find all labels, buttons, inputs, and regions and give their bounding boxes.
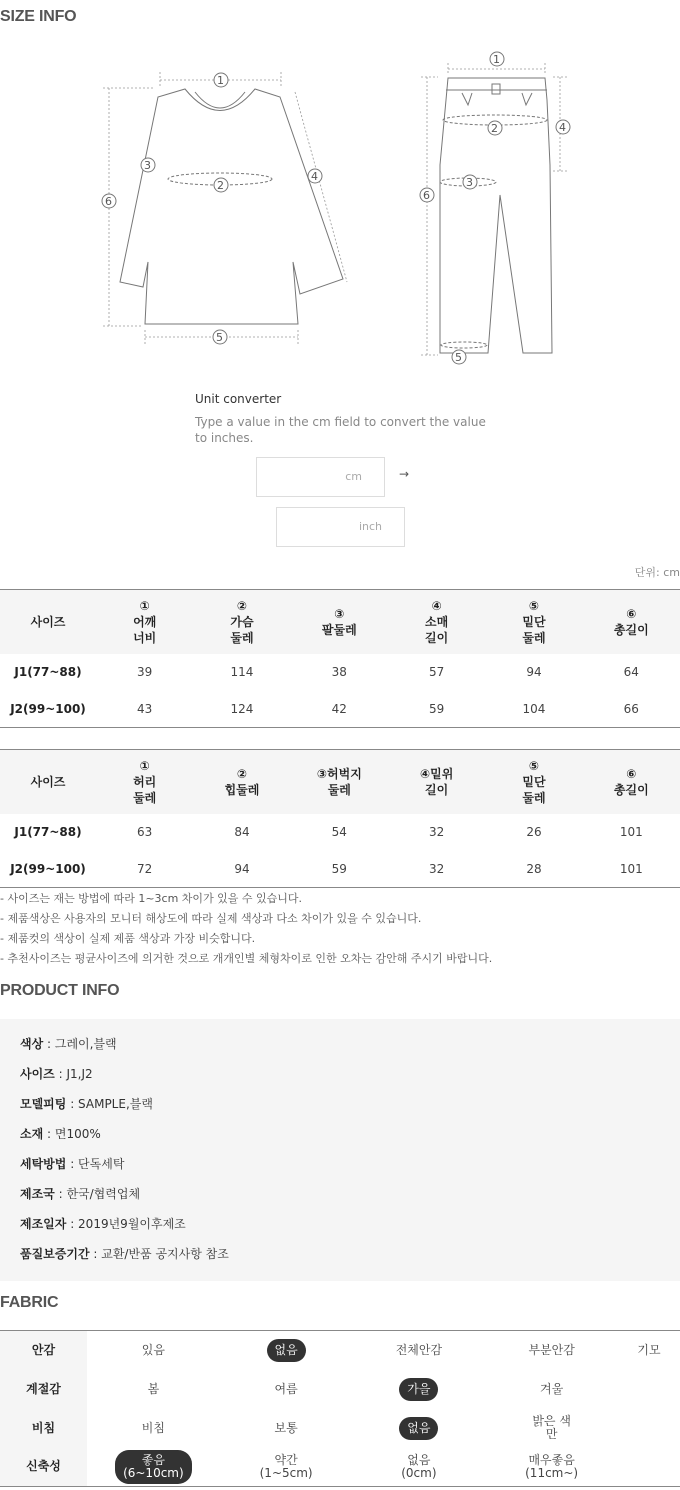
column-header [388, 750, 485, 814]
converter-title: Unit converter [195, 392, 282, 406]
column-header-line: 밑단 [522, 614, 546, 629]
top-size-table [0, 589, 680, 728]
product-info-row [20, 1033, 680, 1063]
product-info-value: : 2019년9월이후제조 [66, 1217, 186, 1231]
fabric-option-selected: 가을 [399, 1378, 438, 1401]
column-header [96, 590, 193, 654]
fabric-option: 기모 [637, 1342, 661, 1357]
product-info-label: 사이즈 [20, 1067, 55, 1081]
diagram-number-4: 4 [559, 121, 566, 134]
fabric-label: 신축성 [0, 1448, 87, 1487]
fabric-option-cell [220, 1409, 353, 1448]
column-header-line: ③허벅지 [316, 766, 362, 781]
diagram-number-1: 1 [493, 53, 500, 66]
fabric-label: 계절감 [0, 1370, 87, 1409]
product-info-row [20, 1243, 680, 1273]
product-info-value: : 한국/협력업체 [54, 1187, 141, 1201]
column-header [193, 590, 290, 654]
column-header [96, 750, 193, 814]
column-header [0, 590, 96, 654]
fabric-title: FABRIC [0, 1294, 59, 1311]
fabric-option-cell [618, 1370, 680, 1409]
size-notes [0, 889, 492, 969]
fabric-option-cell [485, 1409, 618, 1448]
fabric-option-cell [485, 1448, 618, 1487]
fabric-option: 비침 [141, 1420, 165, 1435]
table-cell: 59 [331, 861, 347, 876]
fabric-option-cell [220, 1331, 353, 1370]
note-line: - 사이즈는 재는 방법에 따라 1~3cm 차이가 있을 수 있습니다. [0, 892, 303, 905]
fabric-option: 전체안감 [395, 1342, 443, 1357]
product-info-row [20, 1183, 680, 1213]
cm-input[interactable]: cm [256, 457, 385, 497]
diagram-number-3: 3 [466, 176, 473, 189]
column-header-line: 총길이 [613, 622, 649, 637]
column-header-line: 너비 [133, 630, 157, 645]
table-cell: 84 [234, 825, 250, 839]
column-header-line: 어깨 [133, 614, 157, 629]
table-cell: 43 [137, 701, 153, 716]
column-header [193, 750, 290, 814]
table-cell: 104 [522, 701, 546, 716]
fabric-option: 여름 [274, 1381, 298, 1396]
product-info-row [20, 1123, 680, 1153]
table-cell: 94 [526, 665, 542, 679]
fabric-row [0, 1448, 680, 1487]
table-row [0, 691, 680, 728]
product-info-row [20, 1213, 680, 1243]
diagram-number-2: 2 [491, 122, 498, 135]
table-cell: 72 [137, 861, 153, 876]
fabric-option: 밝은 색 만 [532, 1414, 571, 1441]
column-header-line: ③ [334, 606, 345, 621]
fabric-option-cell [618, 1331, 680, 1370]
column-header-line: 허리 [133, 774, 157, 789]
column-header-line: ④ [431, 598, 442, 613]
product-info-row [20, 1063, 680, 1093]
fabric-option: 겨울 [540, 1381, 564, 1396]
table-cell: 101 [619, 825, 643, 839]
column-header [0, 750, 96, 814]
table-cell: 32 [429, 825, 445, 839]
column-header [583, 590, 680, 654]
fabric-row [0, 1331, 680, 1370]
table-cell: 54 [331, 825, 347, 839]
fabric-option-cell [220, 1370, 353, 1409]
product-info-value: : 단독세탁 [66, 1157, 125, 1171]
unit-label: 단위: cm [634, 566, 680, 579]
column-header-line: ② [236, 766, 248, 781]
column-header-line: ⑤ [528, 758, 540, 773]
column-header-line: 둘레 [522, 790, 546, 805]
column-header [485, 750, 582, 814]
fabric-option-cell [353, 1409, 486, 1448]
product-info-value: : J1,J2 [54, 1067, 93, 1081]
table-cell: 101 [619, 861, 643, 876]
table-row [0, 654, 680, 691]
product-info-value: : 그레이,블랙 [43, 1037, 117, 1051]
fabric-option-cell [87, 1409, 220, 1448]
table-cell: 28 [526, 861, 542, 876]
column-header-line: ⑤ [528, 598, 540, 613]
product-info-label: 세탁방법 [20, 1157, 67, 1171]
fabric-option-cell [485, 1370, 618, 1409]
fabric-option: 없음 (0cm) [401, 1452, 437, 1480]
fabric-option: 약간 (1~5cm) [259, 1452, 313, 1480]
fabric-option-cell [618, 1409, 680, 1448]
column-header [583, 750, 680, 814]
diagram-number-5: 5 [455, 351, 462, 364]
bottom-size-table [0, 749, 680, 888]
diagram-number-4: 4 [311, 170, 318, 183]
size-info-title: SIZE INFO [0, 8, 77, 25]
fabric-option-cell [87, 1331, 220, 1370]
product-info-label: 제조일자 [20, 1217, 67, 1231]
table-cell: 66 [623, 701, 639, 716]
column-header-line: 길이 [425, 630, 449, 645]
column-header-line: ⑥ [626, 766, 637, 781]
size-label: J1(77~88) [14, 825, 82, 839]
note-line: - 추천사이즈는 평균사이즈에 의거한 것으로 개개인별 체형차이로 인한 오차는 감안해 주시기 바랍니다. [0, 952, 493, 965]
column-header-line: ① [139, 758, 150, 773]
pants-diagram [410, 45, 580, 370]
product-info-row [20, 1153, 680, 1183]
size-label: J2(99~100) [10, 701, 86, 716]
column-header-line: ⑥ [626, 606, 637, 621]
table-cell: 42 [331, 701, 347, 716]
product-info-row [20, 1093, 680, 1123]
column-header-line: ② [236, 598, 248, 613]
column-header-line: ① [139, 598, 150, 613]
table-cell: 38 [331, 665, 347, 679]
column-header [388, 590, 485, 654]
table-row [0, 851, 680, 888]
product-info-panel [0, 1019, 680, 1281]
product-info-label: 모델피팅 [20, 1097, 67, 1111]
table-cell: 64 [623, 665, 639, 679]
product-info-label: 색상 [20, 1037, 44, 1051]
fabric-option-cell [353, 1448, 486, 1487]
fabric-option-selected: 없음 [399, 1417, 438, 1440]
product-info-value: : 교환/반품 공지사항 참조 [89, 1247, 229, 1261]
fabric-option-selected: 좋음 (6~10cm) [115, 1450, 192, 1484]
column-header-line: 팔둘레 [321, 622, 357, 637]
table-cell: 39 [137, 665, 153, 679]
table-row [0, 814, 680, 851]
fabric-option-cell [485, 1331, 618, 1370]
fabric-option: 부분안감 [528, 1342, 575, 1357]
product-info-label: 품질보증기간 [20, 1247, 90, 1261]
fabric-option-selected: 없음 [267, 1339, 306, 1362]
product-info-title: PRODUCT INFO [0, 982, 120, 999]
column-header-line: 사이즈 [30, 614, 66, 629]
converter-description: Type a value in the cm field to convert the value to inches. [195, 415, 486, 445]
table-cell: 63 [137, 825, 153, 839]
arrow-icon: → [399, 467, 410, 481]
fabric-label: 안감 [0, 1331, 87, 1370]
size-label: J1(77~88) [14, 665, 82, 679]
table-cell: 57 [429, 665, 445, 679]
fabric-option: 매우좋음 (11cm~) [525, 1452, 579, 1480]
note-line: - 제품컷의 색상이 실제 제품 색상과 가장 비슷합니다. [0, 932, 256, 945]
column-header-line: 가슴 [230, 614, 254, 629]
diagram-number-1: 1 [217, 74, 224, 87]
diagram-number-6: 6 [105, 195, 112, 208]
table-cell: 124 [230, 701, 254, 716]
table-cell: 94 [234, 861, 250, 876]
fabric-row [0, 1409, 680, 1448]
fabric-option-cell [353, 1370, 486, 1409]
top-garment-diagram [95, 62, 360, 352]
diagram-number-2: 2 [217, 179, 224, 192]
column-header-line: 밑단 [522, 774, 546, 789]
column-header-line: 둘레 [522, 630, 546, 645]
fabric-option-cell [87, 1448, 220, 1487]
table-cell: 32 [429, 861, 445, 876]
fabric-option: 있음 [141, 1342, 165, 1357]
note-line: - 제품색상은 사용자의 모니터 해상도에 따라 실제 색상과 다소 차이가 있을 수 있습니다. [0, 912, 422, 925]
column-header [291, 590, 388, 654]
fabric-label: 비침 [0, 1409, 87, 1448]
product-info-label: 소재 [20, 1127, 44, 1141]
product-info-value: : SAMPLE,블랙 [66, 1097, 153, 1111]
column-header-line: 둘레 [327, 782, 351, 797]
diagram-number-6: 6 [423, 189, 430, 202]
inch-output[interactable]: inch [276, 507, 405, 547]
fabric-option: 보통 [274, 1420, 298, 1435]
table-cell: 59 [429, 701, 445, 716]
fabric-option-cell [618, 1448, 680, 1487]
product-info-value: : 면100% [43, 1127, 101, 1141]
fabric-option-cell [87, 1370, 220, 1409]
fabric-option-cell [353, 1331, 486, 1370]
fabric-table [0, 1330, 680, 1487]
column-header-line: 사이즈 [30, 774, 66, 789]
column-header-line: 둘레 [230, 630, 254, 645]
column-header [291, 750, 388, 814]
fabric-option: 봄 [147, 1381, 160, 1396]
column-header-line: 둘레 [133, 790, 157, 805]
product-info-label: 제조국 [20, 1187, 55, 1201]
diagram-number-3: 3 [144, 159, 151, 172]
fabric-option-cell [220, 1448, 353, 1487]
column-header-line: 길이 [425, 782, 449, 797]
unit-converter [195, 392, 495, 446]
column-header-line: 소매 [425, 614, 449, 629]
table-cell: 26 [526, 825, 542, 839]
column-header-line: ④밑위 [419, 766, 454, 781]
column-header-line: 힙둘레 [224, 782, 260, 797]
fabric-row [0, 1370, 680, 1409]
column-header-line: 총길이 [613, 782, 649, 797]
diagram-number-5: 5 [216, 331, 223, 344]
column-header [485, 590, 582, 654]
size-label: J2(99~100) [10, 861, 86, 876]
table-cell: 114 [230, 665, 254, 679]
